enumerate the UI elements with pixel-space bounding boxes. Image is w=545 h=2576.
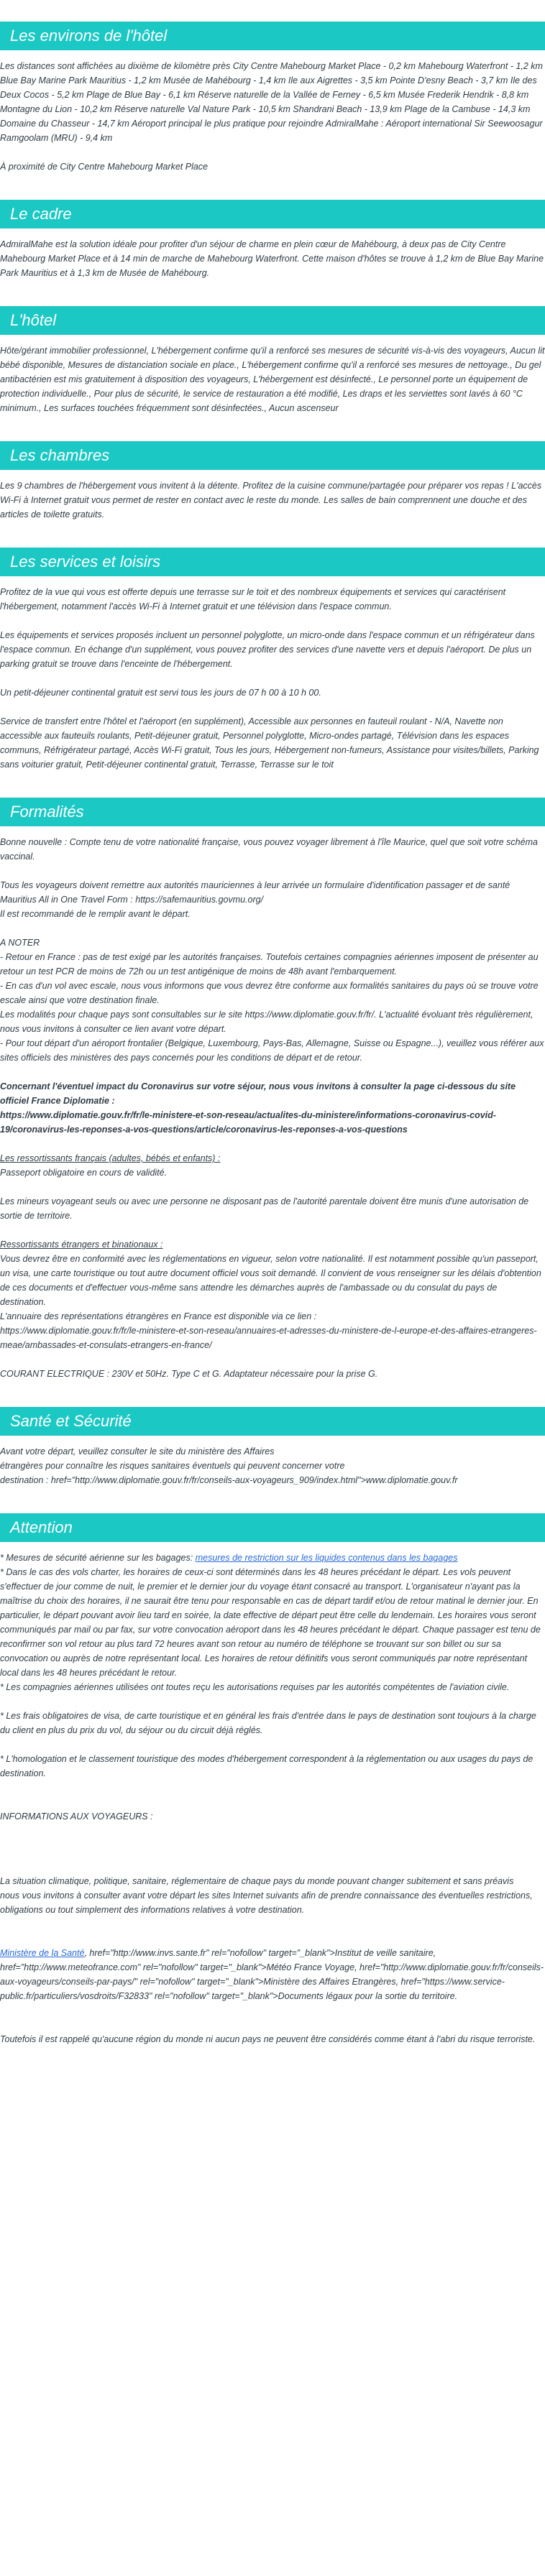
info-travelers-title: INFORMATIONS AUX VOYAGEURS : (0, 1811, 153, 1822)
section-title: Les environs de l'hôtel (0, 22, 545, 50)
section-sante (0, 1407, 545, 1487)
section-environs (0, 22, 545, 174)
services-list: Service de transfert entre l'hôtel et l'aéroport (en supplément), Accessible aux personnes en fauteuil roulant - N/A, Navette non accessible aux fauteuils roulants, Petit-déjeuner gratuit, Personnel polyglotte, Micro-ondes partagé, Télévision dans les espaces communs, Réfrigérateur partagé, Accès Wi-Fi gratuit, Tous les jours, Hébergement non-fumeurs, Assistance pour visites/billets, Parking sans voiturier gratuit, Petit-déjeuner continental gratuit, Terrasse, Terrasse sur le toit (0, 716, 539, 770)
ministry-health-link[interactable]: Ministère de la Santé (0, 1948, 85, 1958)
liquids-restriction-link[interactable]: mesures de restriction sur les liquides contenus dans les bagages (195, 1553, 458, 1563)
useful-links-text: , href="http://www.invs.sante.fr" rel="nofollow" target="_blank">Institut de veille sanitaire, href="http://www.meteofrance.com" rel="nofollow" target="_blank">Météo France Voyage, href="http://www.diplomatie.gouv.fr/fr/conseils-aux-voyageurs/conseils-par-pays/" rel="nofollow" target="_blank">Ministère des Affaires Etrangères, href="https://www.service-public.fr/particuliers/vosdroits/F32833" rel="nofollow" target="_blank">Documents légaux pour la sortie du territoire. (0, 1948, 544, 2001)
situation-line-1: La situation climatique, politique, sanitaire, réglementaire de chaque pays du monde pouvant changer subitement et sans préavis (0, 1876, 514, 1886)
passport-text: Passeport obligatoire en cours de validité. (0, 1168, 168, 1178)
section-title: L'hôtel (0, 306, 545, 335)
section-title: Formalités (0, 798, 545, 826)
classification-text: * L'homologation et le classement touristique des modes d'hébergement correspondent à la réglementation ou aux usages du pays de destination. (0, 1754, 533, 1778)
sante-line-1: Avant votre départ, veuillez consulter le site du ministère des Affaires (0, 1446, 275, 1456)
situation-line-2: nous vous invitons à consulter avant votre départ les sites Internet suivants afin de prendre connaissance des éventuelles restrictions, obligations ou tout simplement des informations relatives à votre destination. (0, 1891, 533, 1915)
covid-title: Concernant l'éventuel impact du Coronavirus sur votre séjour, nous vous invitons à consulter la page ci-dessous du site officiel France Diplomatie : (0, 1081, 516, 1106)
travel-form-line: Tous les voyageurs doivent remettre aux autorités mauriciennes à leur arrivée un formulaire d'identification passager et de santé Mauritius All in One Travel Form : https://safemauritius.govmu.org/ (0, 880, 510, 905)
covid-link[interactable]: https://www.diplomatie.gouv.fr/fr/le-ministere-et-son-reseau/actualites-du-ministere/informations-coronavirus-covid-19/coronavirus-les-reponses-a-vos-questions/article/coronavirus-les-reponses-a-vos-questions (0, 1110, 496, 1135)
services-text-1: Profitez de la vue qui vous est offerte depuis une terrasse sur le toit et des nombreux équipements et services qui caractérisent l'hébergement, notamment l'accès Wi-Fi à Internet gratuit et une télévision dans l'espace commun. (0, 587, 506, 611)
foreign-nationals-title: Ressortissants étrangers et binationaux : (0, 1239, 163, 1250)
foreign-directory-text: L'annuaire des représentations étrangères en France est disponible via ce lien : (0, 1311, 317, 1321)
section-hotel (0, 306, 545, 415)
section-title: Les chambres (0, 441, 545, 470)
note-return: - Retour en France : pas de test exigé par les autorités françaises. Toutefois certaines compagnies aériennes imposent de présenter au retour un test PCR de moins de 72h ou un test antigénique de moins de 48h avant l'embarquement. (0, 952, 539, 977)
useful-links (0, 1946, 545, 2003)
french-nationals-block (0, 1151, 545, 1180)
distances-text: Les distances sont affichées au dixième de kilomètre près City Centre Mahebourg Market Place - 0,2 km Mahebourg Waterfront - 1,2 km Blue Bay Marine Park Mauritius - 1,2 km Musée de Mahébourg - 1,4 km Ile aux Aigrettes - 3,5 km Pointe D'esny Beach - 3,7 km Ile des Deux Cocos - 5,2 km Plage de Blue Bay - 6,1 km Réserve naturelle de la Vallée de Ferney - 6,5 km Musée Frederik Hendrik - 8,8 km Montagne du Lion - 10,2 km Réserve naturelle Val Nature Park - 10,5 km Shandrani Beach - 13,9 km Plage de la Cambuse - 14,3 km Domaine du Chasseur - 14,7 km Aéroport principal le plus pratique pour rejoindre AdmiralMahe : Aéroport international Sir Seewoosagur Ramgoolam (MRU) - 9,4 km (0, 61, 543, 143)
foreign-nationals-block (0, 1237, 545, 1352)
proximity-text: À proximité de City Centre Mahebourg Market Place (0, 162, 209, 172)
section-title: Le cadre (0, 200, 545, 228)
breakfast-text: Un petit-déjeuner continental gratuit est servi tous les jours de 07 h 00 à 10 h 00. (0, 688, 321, 698)
chambres-text: Les 9 chambres de l'hébergement vous invitent à la détente. Profitez de la cuisine commune/partagée pour préparer vos repas ! L'accès Wi-Fi à Internet gratuit vous permet de rester en contact avec le reste du monde. Les salles de bain comprennent une douche et des articles de toilette gratuits. (0, 481, 542, 520)
travel-form-reco: Il est recommandé de le remplir avant le départ. (0, 909, 191, 919)
section-cadre (0, 200, 545, 280)
airlines-text: * Les compagnies aériennes utilisées ont toutes reçu les autorisations requises par les autorités compétentes de l'aviation civile. (0, 1682, 510, 1692)
minors-text: Les mineurs voyageant seuls ou avec une personne ne disposant pas de l'autorité parentale doivent être munis d'une autorisation de sortie de territoire. (0, 1196, 529, 1221)
terrorism-text: Toutefois il est rappelé qu'aucune région du monde ni aucun pays ne peuvent être considérés comme étant à l'abri du risque terroriste. (0, 2034, 536, 2044)
foreign-regulations-text: Vous devrez être en conformité avec les réglementations en vigueur, selon votre nationalité. Il est notamment possible qu'un passeport, un visa, une carte touristique ou tout autre document officiel vous soit demandé. Il convient de vous renseigner sur les délais d'obtention de ces documents et d'effectuer vous-même sans attendre les démarches auprès de l'ambassade ou du consulat du pays de destination. (0, 1254, 541, 1307)
note-stopover: - En cas d'un vol avec escale, nous vous informons que vous devrez être conforme aux formalités sanitaires du pays où se trouve votre escale ainsi que votre destination finale. (0, 981, 539, 1005)
section-formalites (0, 798, 545, 1381)
hotel-text: Hôte/gérant immobilier professionnel, L'hébergement confirme qu'il a renforcé ses mesures de sécurité vis-à-vis des voyageurs, Aucun lit bébé disponible, Mesures de distanciation sociale en place., L'hébergement confirme qu'il a renforcé ses mesures de nettoyage., Du gel antibactérien est mis gratuitement à disposition des voyageurs, L'hébergement est désinfecté., Le personnel porte un équipement de protection individuelle., Pour plus de sécurité, le service de restauration a été modifié, Les draps et les serviettes sont lavés à 60 °C minimum., Les surfaces touchées fréquemment sont désinfectées., Aucun ascenseur (0, 346, 545, 413)
page (0, 22, 545, 2090)
section-title: Attention (0, 1513, 545, 1542)
visa-fees-text: * Les frais obligatoires de visa, de carte touristique et en général les frais d'entrée dans le pays de destination sont toujours à la charge du client en plus du prix du vol, du séjour ou du circuit déjà réglés. (0, 1711, 536, 1735)
cadre-text: AdmiralMahe est la solution idéale pour profiter d'un séjour de charme en plein cœur de Mahébourg, à deux pas de City Centre Mahebourg Market Place et à 14 min de marche de Mahebourg Waterfront. Cette maison d'hôtes se trouve à 1,2 km de Blue Bay Marine Park Mauritius et à 1,3 km de Musée de Mahébourg. (0, 239, 544, 278)
services-text-2: Les équipements et services proposés incluent un personnel polyglotte, un micro-onde dans l'espace commun et un réfrigérateur dans l'espace commun. En échange d'un supplément, vous pouvez profiter des services d'une navette vers et depuis l'aéroport. De plus un parking gratuit se trouve dans l'enceinte de l'hébergement. (0, 630, 535, 669)
section-title: Les services et loisirs (0, 548, 545, 576)
section-services (0, 548, 545, 772)
note-title: A NOTER (0, 938, 40, 948)
note-block (0, 936, 545, 1065)
foreign-directory-link[interactable]: https://www.diplomatie.gouv.fr/fr/le-ministere-et-son-reseau/annuaires-et-adresses-du-ministere-de-l-europe-et-des-affaires-etrangeres-meae/ambassades-et-consulats-etrangers-en-france/ (0, 1326, 537, 1350)
note-border-airport: - Pour tout départ d'un aéroport frontalier (Belgique, Luxembourg, Pays-Bas, Allemagne, Suisse ou Espagne...), veuillez vous référer aux sites officiels des ministères des pays concernés pour les conditions de départ et de retour. (0, 1038, 544, 1063)
charter-flights-text: * Dans le cas des vols charter, les horaires de ceux-ci sont déterminés dans les 48 heures précédant le départ. Les vols peuvent s'effectuer de jour comme de nuit, le premier et le dernier jour du voyage étant consacré au transport. L'organisateur n'ayant pas la maîtrise du choix des horaires, il ne saurait être tenu pour responsable en cas de départ tardif et/ou de retour matinal le dernier jour. En particulier, le départ pouvant avoir lieu tard en soirée, la date effective de départ peut être celle du lendemain. Les horaires vous seront communiqués par mail ou par fax, sur votre convocation aéroport dans les 48 heures précédant le départ. Chaque passager est tenu de reconfirmer son vol retour au plus tard 72 heures avant son retour au numéro de téléphone se trouvant sur son billet ou sur sa convocation ou auprès de notre représentant local. Les horaires de retour définitifs vous seront communiqués par notre représentant local dans les 48 heures précédant le retour. (0, 1567, 541, 1678)
good-news-text: Bonne nouvelle : Compte tenu de votre nationalité française, vous pouvez voyager librement à l'île Maurice, quel que soit votre schéma vaccinal. (0, 837, 538, 862)
section-title: Santé et Sécurité (0, 1407, 545, 1436)
note-modalities: Les modalités pour chaque pays sont consultables sur le site https://www.diplomatie.gouv.fr/fr/. L'actualité évoluant très régulièrement, nous vous invitons à consulter ce lien avant votre départ. (0, 1010, 533, 1034)
attention-block (0, 1551, 545, 1694)
sante-line-3: destination : href="http://www.diplomatie.gouv.fr/fr/conseils-aux-voyageurs_909/index.html">www.diplomatie.gouv.fr (0, 1475, 458, 1485)
section-chambres (0, 441, 545, 522)
covid-block (0, 1079, 545, 1137)
french-nationals-title: Les ressortissants français (adultes, bébés et enfants) : (0, 1153, 221, 1163)
section-attention (0, 1513, 545, 2046)
situation-block (0, 1874, 545, 1917)
sante-line-2: étrangères pour connaître les risques sanitaires éventuels qui peuvent concerner votre (0, 1461, 345, 1471)
sante-text (0, 1444, 545, 1487)
travel-form-text (0, 878, 545, 921)
electric-text: COURANT ELECTRIQUE : 230V et 50Hz. Type C et G. Adaptateur nécessaire pour la prise G. (0, 1369, 378, 1379)
security-measures-label: * Mesures de sécurité aérienne sur les bagages: (0, 1553, 193, 1563)
